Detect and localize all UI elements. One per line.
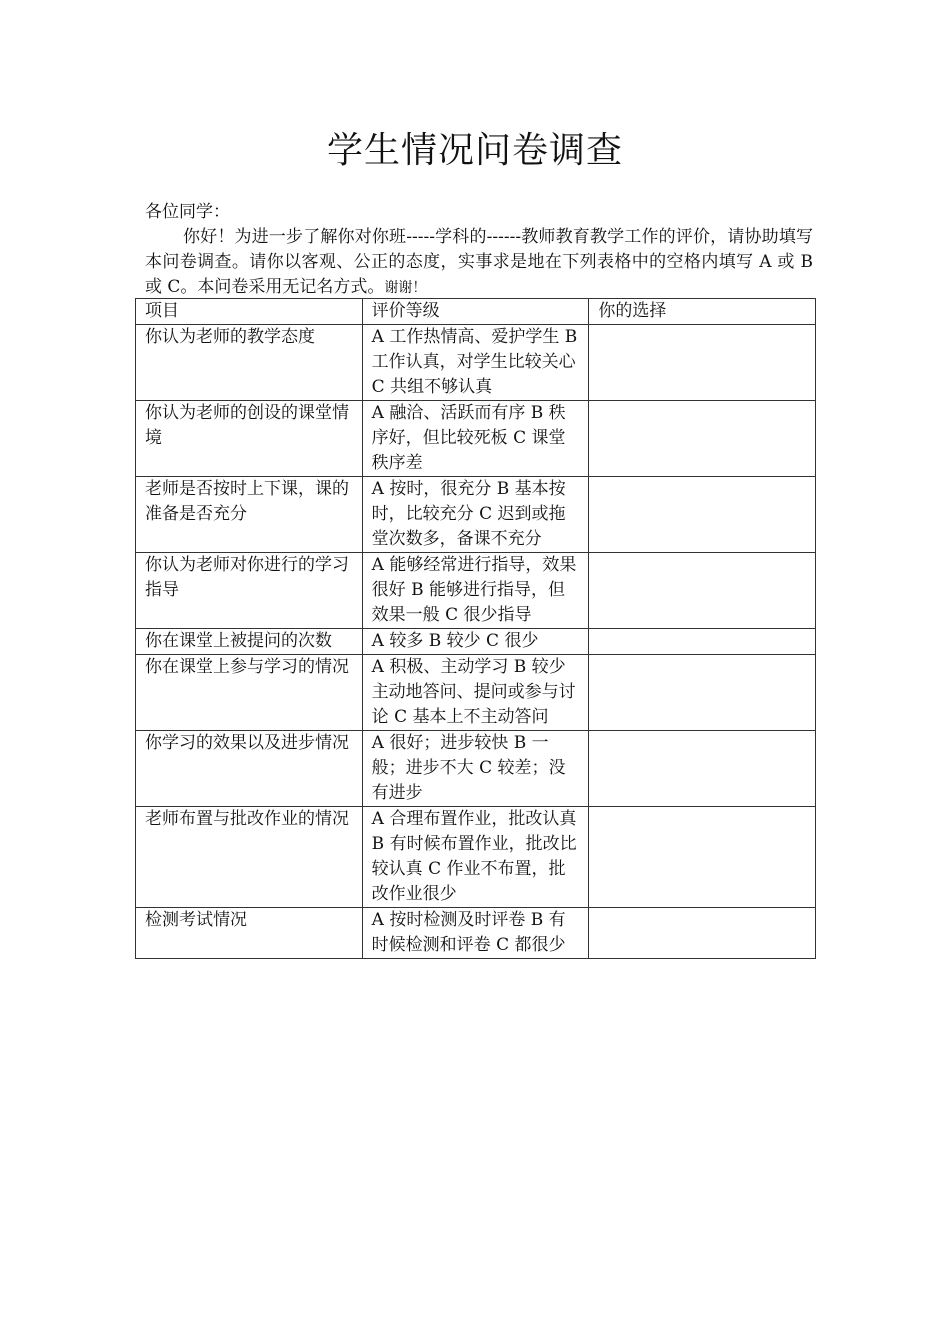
- salutation: 各位同学：: [145, 202, 230, 222]
- table-row: [136, 629, 816, 655]
- header-levels: 评价等级: [362, 299, 589, 325]
- row-choice-cell[interactable]: [589, 731, 816, 807]
- table-row: [136, 401, 816, 477]
- row-choice-cell[interactable]: [589, 908, 816, 959]
- table-row: [136, 325, 816, 401]
- row-item: 你在课堂上参与学习的情况: [136, 655, 363, 731]
- row-levels: A 融洽、活跃而有序 B 秩序好，但比较死板 C 课堂秩序差: [362, 401, 589, 477]
- row-levels: A 合理布置作业，批改认真 B 有时候布置作业，批改比较认真 C 作业不布置，批改作业很少: [362, 807, 589, 908]
- row-choice-cell[interactable]: [589, 807, 816, 908]
- row-levels: A 按时，很充分 B 基本按时，比较充分 C 迟到或拖堂次数多，备课不充分: [362, 477, 589, 553]
- row-item: 你认为老师的教学态度: [136, 325, 363, 401]
- row-choice-cell[interactable]: [589, 325, 816, 401]
- row-choice-cell[interactable]: [589, 553, 816, 629]
- row-item: 老师是否按时上下课，课的准备是否充分: [136, 477, 363, 553]
- table-header-row: [136, 299, 816, 325]
- row-choice-cell[interactable]: [589, 401, 816, 477]
- intro-body: [145, 225, 813, 301]
- row-levels: A 很好；进步较快 B 一般；进步不大 C 较差；没有进步: [362, 731, 589, 807]
- row-item: 你认为老师的创设的课堂情境: [136, 401, 363, 477]
- row-item: 你在课堂上被提问的次数: [136, 629, 363, 655]
- table-row: [136, 553, 816, 629]
- row-levels: A 按时检测及时评卷 B 有时候检测和评卷 C 都很少: [362, 908, 589, 959]
- row-levels: A 工作热情高、爱护学生 B 工作认真，对学生比较关心 C 共组不够认真: [362, 325, 589, 401]
- header-item: 项目: [136, 299, 363, 325]
- table-row: [136, 477, 816, 553]
- table-row: [136, 731, 816, 807]
- thanks-text: 谢谢！: [384, 280, 427, 296]
- survey-table: [135, 298, 816, 959]
- page-title: 学生情况问卷调查: [326, 130, 623, 171]
- table-row: [136, 655, 816, 731]
- row-levels: A 较多 B 较少 C 很少: [362, 629, 589, 655]
- row-item: 检测考试情况: [136, 908, 363, 959]
- row-choice-cell[interactable]: [589, 629, 816, 655]
- intro-body-text: 你好！为进一步了解你对你班-----学科的------教师教育教学工作的评价，请协助填写本问卷调查。请你以客观、公正的态度，实事求是地在下列表格中的空格内填写 A 或 B 或 C。本问卷采用无记名方式。: [145, 227, 813, 297]
- table-row: [136, 908, 816, 959]
- row-choice-cell[interactable]: [589, 655, 816, 731]
- row-item: 你认为老师对你进行的学习指导: [136, 553, 363, 629]
- row-choice-cell[interactable]: [589, 477, 816, 553]
- row-levels: A 积极、主动学习 B 较少主动地答问、提问或参与讨论 C 基本上不主动答问: [362, 655, 589, 731]
- row-levels: A 能够经常进行指导，效果很好 B 能够进行指导，但效果一般 C 很少指导: [362, 553, 589, 629]
- header-choice: 你的选择: [589, 299, 816, 325]
- row-item: 你学习的效果以及进步情况: [136, 731, 363, 807]
- row-item: 老师布置与批改作业的情况: [136, 807, 363, 908]
- table-row: [136, 807, 816, 908]
- intro: [145, 200, 813, 301]
